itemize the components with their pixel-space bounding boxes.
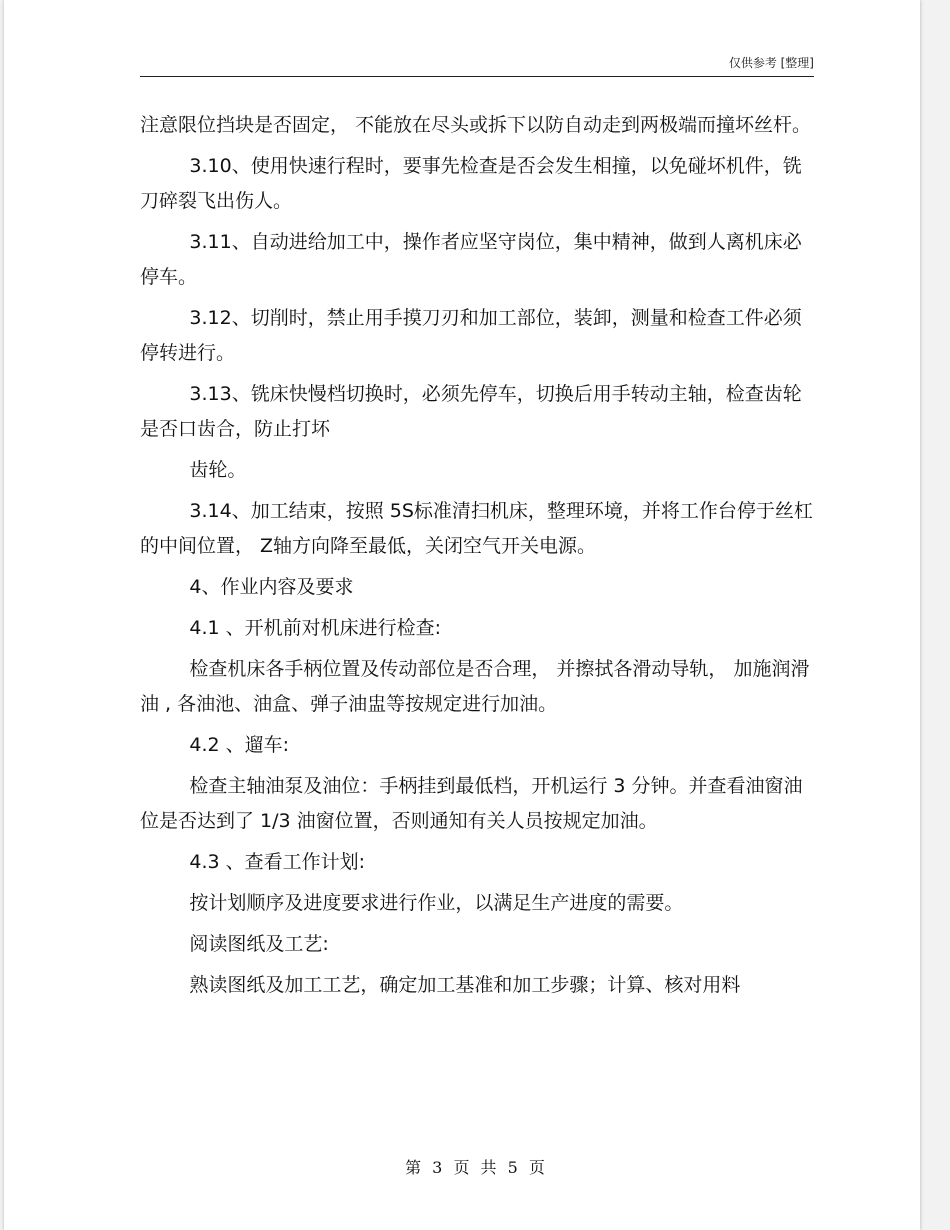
subsection-heading: 阅读图纸及工艺: xyxy=(189,933,329,955)
section-heading: 4、作业内容及要求 xyxy=(189,576,354,598)
paragraph: 3.14、加工结束，按照 5S标准清扫机床，整理环境，并将工作台停于丝杠的中间位置， Z轴方向降至最低，关闭空气开关电源。 xyxy=(140,500,813,557)
subsection-heading: 4.2 、遛车: xyxy=(189,734,290,756)
paragraph: 熟读图纸及加工工艺，确定加工基准和加工步骤；计算、核对用料 xyxy=(189,974,741,996)
paragraph: 3.12、切削时，禁止用手摸刀刃和加工部位，装卸，测量和检查工件必须停转进行。 xyxy=(140,307,802,364)
document-page xyxy=(4,0,920,1230)
paragraph: 按计划顺序及进度要求进行作业，以满足生产进度的需要。 xyxy=(189,892,684,914)
page-number-footer: 第 3 页 共 5 页 xyxy=(405,1158,545,1177)
subsection-heading: 4.3 、查看工作计划: xyxy=(189,851,366,873)
paragraph: 3.11、自动进给加工中，操作者应坚守岗位，集中精神，做到人离机床必停车。 xyxy=(140,231,802,288)
page-header xyxy=(140,56,814,77)
paragraph: 检查机床各手柄位置及传动部位是否合理， 并擦拭各滑动导轨， 加施润滑油 , 各油池、油盒、弹子油盅等按规定进行加油。 xyxy=(140,658,810,715)
paragraph: 检查主轴油泵及油位：手柄挂到最低档，开机运行 3 分钟。并查看油窗油位是否达到了 1/3 油窗位置，否则通知有关人员按规定加油。 xyxy=(140,775,803,832)
paragraph: 注意限位挡块是否固定， 不能放在尽头或拆下以防自动走到两极端而撞坏丝杆。 xyxy=(140,114,812,136)
document-body xyxy=(140,108,820,1009)
header-note: 仅供参考 [整理] xyxy=(728,56,814,70)
paragraph: 3.10、使用快速行程时，要事先检查是否会发生相撞，以免碰坏机件，铣刀碎裂飞出伤人。 xyxy=(140,155,802,212)
paragraph: 3.13、铣床快慢档切换时，必须先停车，切换后用手转动主轴，检查齿轮是否口齿合，防止打坏 xyxy=(140,383,802,440)
paragraph: 齿轮。 xyxy=(189,459,247,481)
subsection-heading: 4.1 、开机前对机床进行检查: xyxy=(189,617,442,639)
